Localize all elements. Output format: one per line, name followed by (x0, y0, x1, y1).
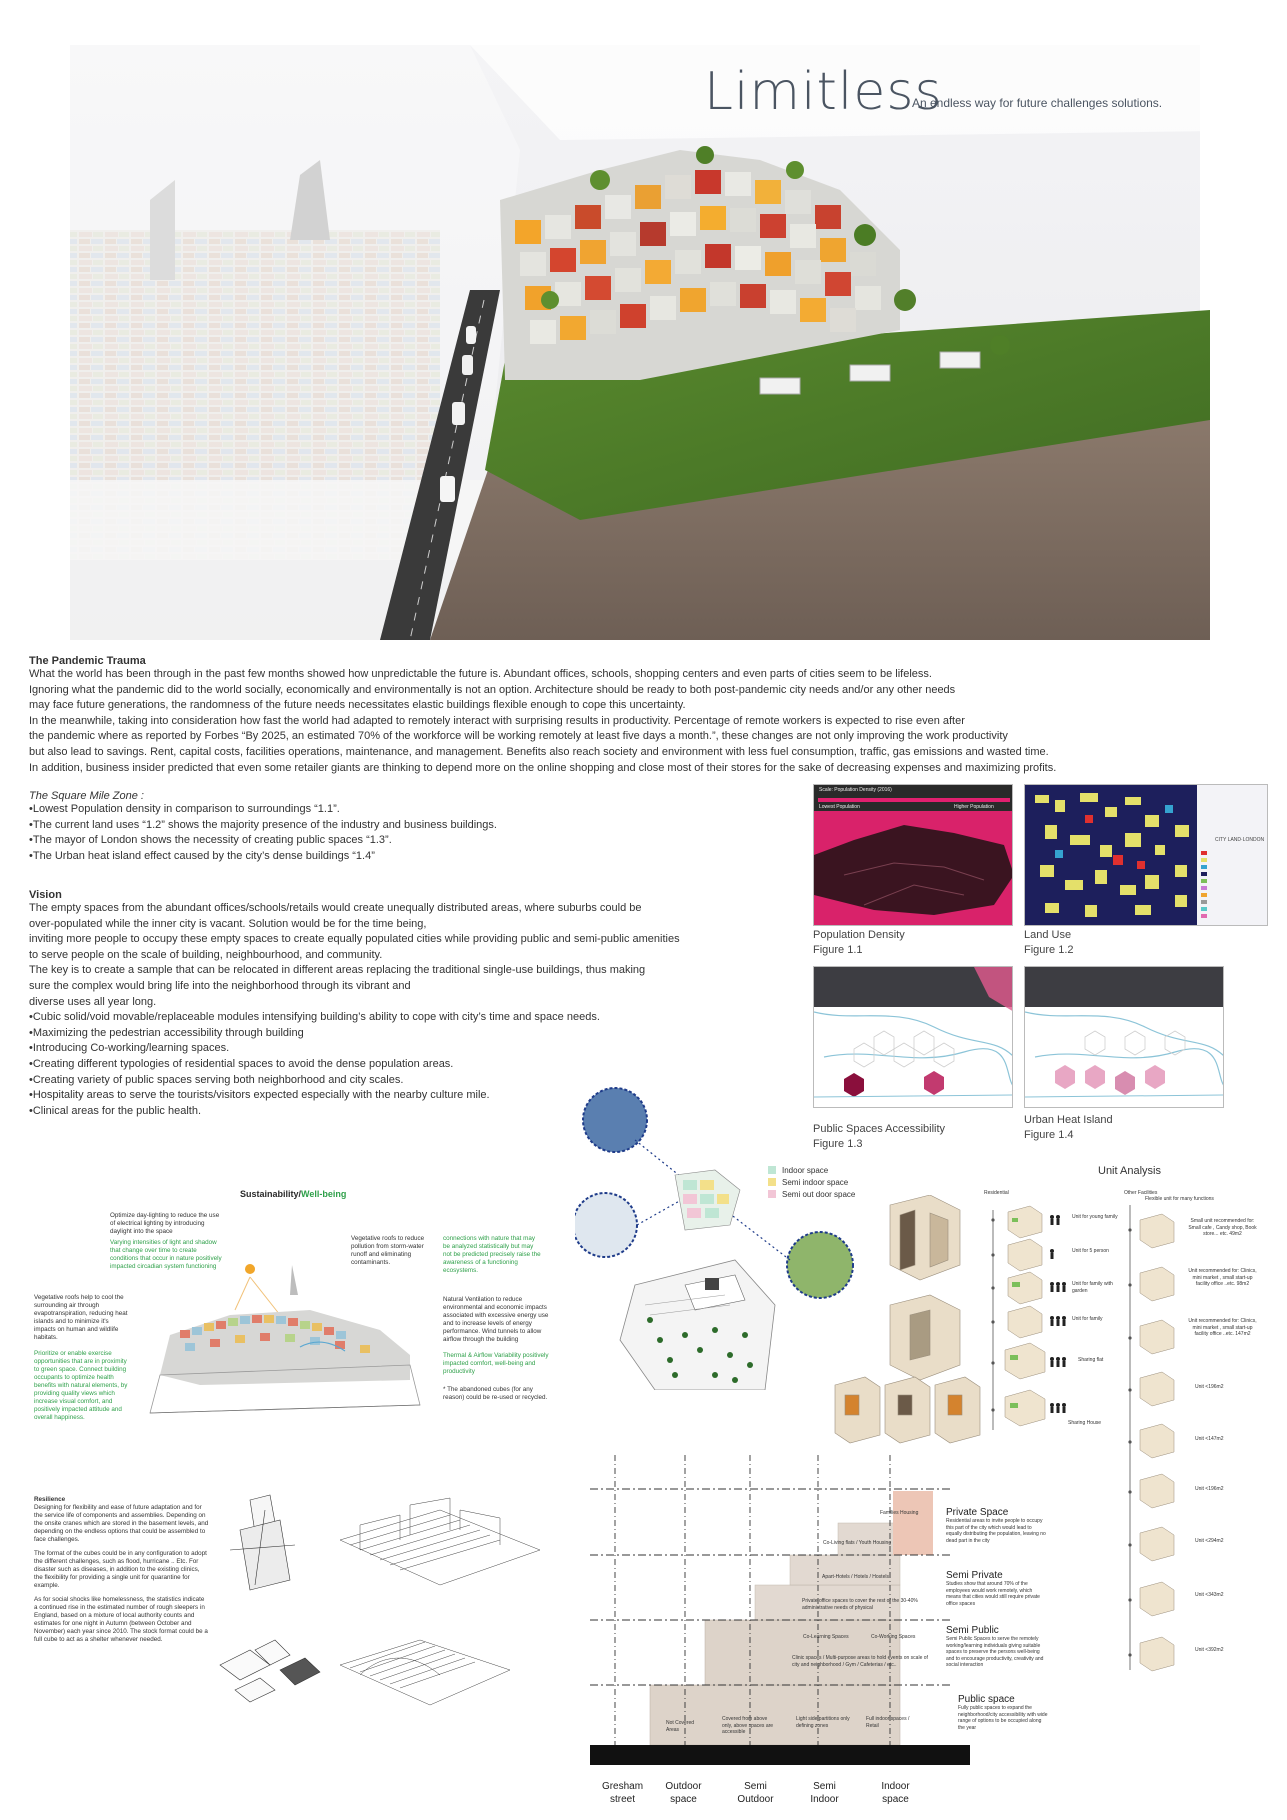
market-photo-circle (583, 1088, 647, 1152)
unit-label: Unit for family (1072, 1316, 1103, 1322)
facility-label: Unit <196m2 (1195, 1384, 1224, 1390)
pandemic-line: may face future generations, the randomness of the future needs necessitates elastic buildings flexible enough to cope this uncertainty. (29, 699, 686, 712)
semi-private-text: Studies show that around 70% of the employees would work remotely, which means that cities would still require private office spaces (946, 1581, 1040, 1607)
ventilation-note (443, 1296, 553, 1402)
co-learning-label: Co-Learning Spaces (803, 1634, 849, 1640)
semi-public-text: Semi Public Spaces to serve the remotely working/learning individuals giving suitable spaces to preserve the persons well-being and to encourage productivity, creativity and social interaction (946, 1636, 1044, 1668)
multi-purpose-label: Clinic spaces / Multi-purpose areas to hold events on scale of city and neighborhood / Gym / Cafeterias / etc.. (792, 1655, 928, 1668)
vision-line: •Creating different typologies of residential spaces to avoid the dense population areas. (29, 1057, 454, 1070)
other-facilities-label: Other Facilities (1124, 1190, 1158, 1196)
axis-label-indoor: Indoor space (881, 1781, 910, 1805)
unit-label: Unit for 5 person (1072, 1248, 1109, 1254)
bar-label: Light side partitions only defining zones (796, 1716, 850, 1729)
figure-1-2-caption (1024, 928, 1074, 958)
figure-1-3-title: Public Spaces Accessibility (813, 1123, 946, 1135)
public-space-desc (958, 1694, 1048, 1731)
land-use-map (1025, 785, 1268, 926)
veg-roofs-green-text: connections with nature that may be analyzed statistically but may not be predicted precisely raise the awareness of a functioning ecosystems. (443, 1235, 541, 1274)
bar-label: Covered from above only, above spaces are accessible (722, 1716, 774, 1735)
sun-icon (245, 1264, 255, 1274)
figure-1-2-title: Land Use (1024, 929, 1072, 941)
unit-analysis-heading: Unit Analysis (1098, 1165, 1161, 1177)
semi-private-desc (946, 1570, 1046, 1607)
facility-label: Unit recommended for: Clinics, mini market , small start-up facility office ..etc. 147m2 (1188, 1318, 1257, 1337)
resilience-p1: Designing for flexibility and ease of future adaptation and for the service life of components and assemblies. Depending on the onsite cranes which are stored in the basement levels, and depending on the endless options that could be assembled to face challenges. (34, 1504, 209, 1543)
semi-public-desc (946, 1625, 1046, 1669)
pandemic-line: In the meanwhile, taking into consideration how fast the world had adapted to remotely interact with surprising results in productivity. Percentage of remote workers is expected to rise even after (29, 714, 965, 727)
resilience-p2: The format of the cubes could be in any configuration to adopt the different challenges, such as flood, hurricane .. Etc. For disaster such as diseases, in addition to the existing clinics, the flexibility for providing a single unit for quarantine for example. (34, 1550, 207, 1589)
figure-land-use-map (1024, 784, 1268, 926)
space-bars (650, 1523, 900, 1745)
figure-population-density-map (813, 784, 1013, 926)
vision-heading: Vision (29, 889, 62, 901)
vision-line: diverse uses all year long. (29, 995, 157, 1008)
sustainability-title (240, 1189, 346, 1199)
sustainability-title-a: Sustainability/ (240, 1189, 302, 1199)
vision-line: •Creating variety of public spaces serving both neighborhood and city scales. (29, 1073, 404, 1086)
axis-label-outdoor: Outdoor space (665, 1781, 702, 1805)
vision-line: •Cubic solid/void movable/replaceable modules intensifying building’s ability to cope with city’s time and space needs. (29, 1011, 600, 1024)
legend-swatch (768, 1178, 776, 1186)
axis-label-semi-indoor: Semi Indoor (810, 1781, 839, 1805)
pandemic-body (29, 667, 1269, 776)
legend-label: Semi indoor space (782, 1177, 849, 1187)
vision-line: inviting more people to occupy these empty spaces to create equally populated cities while providing public and semi-public amenities (29, 933, 680, 946)
unit-label: Unit for family with garden (1072, 1281, 1113, 1294)
facility-label: Unit recommended for: Clinics, mini market , small start-up facility office ..etc. 98m2 (1188, 1268, 1257, 1287)
residential-label: Residential (984, 1190, 1009, 1196)
square-mile-line: •The Urban heat island effect caused by the city’s dense buildings “1.4” (29, 849, 375, 862)
apart-hotels-label: Apart-Hotels / Hotels / Hostels (822, 1574, 889, 1580)
vision-line: •Introducing Co-working/learning spaces. (29, 1042, 230, 1055)
pandemic-line: What the world has been through in the past few months showed how unpredictable the future is. Abundant offices, schools, shopping centers and even parts of cities seem to be lifeless. (29, 668, 932, 680)
legend-swatch (768, 1190, 776, 1198)
co-living-label: Co-Living flats / Youth Housing (823, 1540, 892, 1546)
axonometric-units (820, 1195, 985, 1445)
square-mile-line: •The mayor of London shows the necessity of creating public spaces “1.3”. (29, 834, 392, 847)
private-office-label: Private office spaces to cover the rest of the 30-40% administrative needs of physical (802, 1598, 918, 1611)
daylight-text: Optimize day-lighting to reduce the use of electrical lighting by introducing daylight into the space (110, 1212, 220, 1235)
legend-item (768, 1176, 855, 1188)
bar-label: Not Covered Areas (666, 1720, 695, 1733)
vision-line: The key is to create a sample that can be relocated in different areas replacing the traditional single-use buildings, thus making (29, 964, 646, 977)
people-icons (1050, 1215, 1066, 1413)
density-low-label: Lowest Population (819, 804, 860, 810)
resilience-p3: As for social shocks like homelessness, the statistics indicate a continued rise in the estimated number of rough sleepers in England, based on a mixture of local authority counts and estimates for one night in Autumn (between October and November) each year since 2010. The stock format could be a full cube to act as a shelter whenever needed. (34, 1596, 208, 1643)
mini-plan (675, 1170, 740, 1230)
facility-label: Unit <147m2 (1195, 1436, 1224, 1442)
private-space-title: Private Space (946, 1507, 1009, 1518)
pandemic-line: but also lead to savings. Rent, capital costs, facilities operations, maintenance, and management. Benefits also reach society and environment with less fuel consumption, traffic, gas emissions and wasted time. (29, 745, 1049, 758)
unit-label: Unit for young family (1072, 1214, 1118, 1220)
veg-roofs-green-note (443, 1235, 543, 1275)
resilience-heading: Resilience (34, 1496, 66, 1503)
legend-swatch (768, 1166, 776, 1174)
figure-1-4-title: Urban Heat Island (1024, 1114, 1113, 1126)
cooling-text: Vegetative roofs help to cool the surrounding air through evapotranspiration, reducing heat islands and to minimize it's impacts on human and wildlife habitats. (34, 1294, 128, 1341)
bar-label: Full indoor spaces / Retail (866, 1716, 910, 1729)
page-subtitle: An endless way for future challenges solutions. (912, 96, 1163, 110)
hero-render (0, 0, 1287, 640)
figure-1-1-caption (813, 928, 905, 958)
urban-heat-island-map (1025, 967, 1224, 1108)
legend-item (768, 1164, 855, 1176)
density-high-label: Higher Population (954, 804, 994, 810)
pandemic-section (29, 655, 1269, 776)
figure-1-2-number: Figure 1.2 (1024, 944, 1074, 956)
veg-roofs-text: Vegetative roofs to reduce pollution from storm-water runoff and eliminating contaminants. (351, 1235, 425, 1266)
square-mile-line: •Lowest Population density in comparison to surroundings “1.1”. (29, 803, 340, 815)
pandemic-heading: The Pandemic Trauma (29, 655, 146, 667)
ventilation-text: Natural Ventilation to reduce environmental and economic impacts associated with excessive energy use and to increase levels of energy performance. Wind tunnels to allow airflow through the building (443, 1296, 549, 1343)
semi-public-title: Semi Public (946, 1625, 999, 1636)
pandemic-line: Ignoring what the pandemic did to the world socially, economically and environmentally is not an option. Architecture should be ready to both post-pandemic city needs and/or any other needs (29, 683, 956, 696)
pandemic-line: the pandemic where as reported by Forbes “By 2025, an estimated 70% of the workforce will be working remotely at least five days a month.”, these changes are not only improving the work productivity (29, 730, 1008, 743)
figure-1-4-caption (1024, 1113, 1113, 1143)
vision-line: •Hospitality areas to serve the tourists/visitors expected especially with the nearby culture mile. (29, 1089, 490, 1102)
families-housing-label: Families Housing (880, 1510, 919, 1516)
other-facilities-sub: Flexible unit for many functions (1145, 1196, 1214, 1202)
public-space-title: Public space (958, 1694, 1015, 1705)
ground-strip (590, 1745, 970, 1765)
unit-label: Sharing House (1068, 1420, 1102, 1426)
legend-label: Indoor space (782, 1165, 829, 1175)
legend-label: Semi out door space (782, 1189, 856, 1199)
public-space-text: Fully public spaces to expand the neighborhood/city accessibility with wide range of options to be occupied along the year (958, 1705, 1048, 1731)
vision-line: •Maximizing the pedestrian accessibility through building (29, 1026, 304, 1039)
page-title: Limitless (704, 62, 943, 122)
private-space-desc (946, 1507, 1046, 1544)
figure-1-3-number: Figure 1.3 (813, 1138, 863, 1150)
density-scale-title: Scale: Population Density (2016) (819, 787, 892, 793)
facility-label: Unit <196m2 (1195, 1486, 1224, 1492)
vision-line: sure the complex would bring life into the neighborhood through its vibrant and (29, 979, 411, 992)
private-bar (893, 1491, 933, 1555)
axis-label-semi-outdoor: Semi Outdoor (737, 1781, 774, 1805)
sustainability-title-b: Well-being (301, 1189, 347, 1199)
facility-label: Unit <343m2 (1195, 1592, 1224, 1598)
daylight-green-text: Varying intensities of light and shadow that change over time to create conditions that occur in nature positively impacted circadian system functioning (110, 1239, 222, 1270)
axis-label-gresham: Gresham street (601, 1781, 644, 1805)
figure-1-1-title: Population Density (813, 929, 905, 941)
private-space-text: Residential areas to invite people to occupy this part of the city which would lead to equally distributing the population, leaving no dead part in the city (946, 1518, 1046, 1544)
large-site-plan (620, 1260, 775, 1390)
figure-1-1-number: Figure 1.1 (813, 944, 863, 956)
sustainability-diagram (140, 1255, 440, 1425)
clinic-photo-circle (575, 1193, 637, 1257)
vision-line: •Clinical areas for the public health. (29, 1104, 201, 1117)
square-mile-section (29, 790, 789, 864)
vision-line: over-populated while the inner city is vacant. Solution would be for the time being, (29, 917, 427, 930)
ventilation-green-text: Thermal & Airflow Variability positively impacted comfort, well-being and productivity (443, 1352, 549, 1375)
vision-line: The empty spaces from the abundant offices/schools/retails would create unequally distributed areas, where suburbs could be (29, 902, 642, 914)
facility-label: Unit <294m2 (1195, 1538, 1224, 1544)
square-mile-heading: The Square Mile Zone : (29, 790, 144, 802)
unit-label: Sharing flat (1078, 1357, 1104, 1363)
semi-private-title: Semi Private (946, 1570, 1003, 1581)
vision-line: to serve people on the scale of building, neighbourhood, and community. (29, 948, 383, 961)
square-mile-line: •The current land uses “1.2” shows the majority presence of the industry and business buildings. (29, 818, 497, 831)
facility-label: Small unit recommended for: Small cafe , Candy shop, Book store... etc. 49m2 (1188, 1218, 1257, 1237)
land-use-logo: CITY LAND·LONDON (1215, 837, 1265, 843)
cooling-green-text: Prioritize or enable exercise opportunities that are in proximity to green space. Connect building occupants to optimize health benefits with natural elements, by providing quality views which increase visual comfort, and positively impacted attitude and overall happiness. (34, 1350, 128, 1421)
pandemic-line: In addition, business insider predicted that even some retailer giants are thinking to depend more on the online shopping and close most of their stores for the sake of decreasing expenses and maximizing profits. (29, 761, 1057, 774)
figure-1-4-number: Figure 1.4 (1024, 1129, 1074, 1141)
recycle-note: * The abandoned cubes (for any reason) could be re-used or recycled. (443, 1386, 548, 1401)
figure-urban-heat-island-map (1024, 966, 1224, 1108)
resilience-section (34, 1496, 209, 1644)
resilience-diagrams (210, 1490, 555, 1725)
cooling-note (34, 1294, 129, 1422)
co-working-label: Co-Working Spaces (871, 1634, 916, 1640)
facility-label: Unit <392m2 (1195, 1647, 1224, 1653)
